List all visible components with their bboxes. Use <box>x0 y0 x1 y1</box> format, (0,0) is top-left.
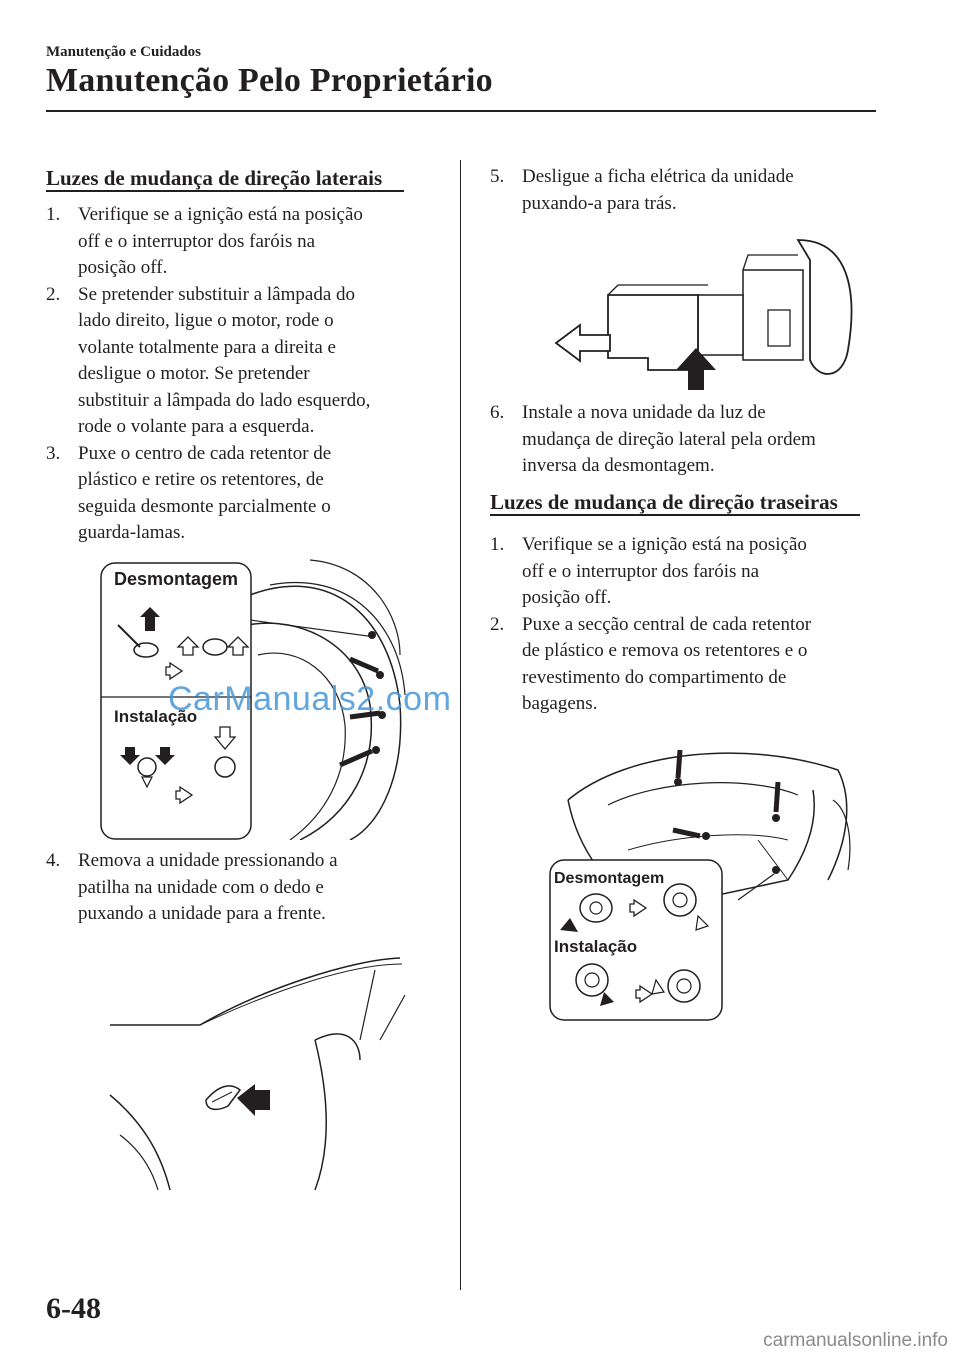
column-divider <box>460 160 461 1290</box>
list-item <box>46 202 446 282</box>
step-number: 4. <box>46 850 61 871</box>
removal-label: Desmontagem <box>114 569 239 589</box>
steps-list-side-3 <box>490 164 890 217</box>
heading-underline <box>46 190 404 192</box>
steps-list-side-1 <box>46 202 446 547</box>
section-heading-side-lights: Luzes de mudança de direção laterais <box>46 166 383 190</box>
title-divider <box>46 110 876 112</box>
page-title: Manutenção Pelo Proprietário <box>46 62 493 99</box>
step-line: Desligue a ficha elétrica da unidade <box>522 166 794 187</box>
step-line: posição off. <box>522 587 612 608</box>
section-label: Manutenção e Cuidados <box>46 44 202 60</box>
heading-underline <box>490 514 860 516</box>
step-line: Verifique se a ignição está na posição <box>522 534 807 555</box>
install-label: Instalação <box>554 937 638 956</box>
step-number: 1. <box>490 534 505 555</box>
step-number: 3. <box>46 442 61 464</box>
step-line: rode o volante para a esquerda. <box>78 416 315 437</box>
step-number: 2. <box>490 613 505 635</box>
step-line: puxando-a para trás. <box>522 192 677 214</box>
step-number: 5. <box>490 166 505 187</box>
install-label: Instalação <box>114 707 198 726</box>
step-line: inversa da desmontagem. <box>522 455 715 476</box>
step-line: puxando a unidade para a frente. <box>78 903 326 924</box>
step-line: lado direito, ligue o motor, rode o <box>78 310 334 331</box>
list-item <box>490 164 890 217</box>
list-item <box>46 441 446 547</box>
step-line: Instale a nova unidade da luz de <box>522 402 766 423</box>
watermark: CarManuals2.com <box>168 680 452 718</box>
step-line: Puxe a secção central de cada retentor <box>522 613 812 635</box>
step-line: off e o interruptor dos faróis na <box>522 560 760 582</box>
car-body-illustration <box>100 950 420 1200</box>
step-line: posição off. <box>78 257 168 278</box>
step-line: Puxe o centro de cada retentor de <box>78 442 332 464</box>
connector-illustration <box>548 230 868 390</box>
steps-list-side-4 <box>490 400 890 480</box>
step-number: 1. <box>46 204 61 225</box>
section-heading-rear-lights: Luzes de mudança de direção traseiras <box>490 490 838 514</box>
step-line: patilha na unidade com o dedo e <box>78 876 324 898</box>
removal-label: Desmontagem <box>554 870 665 887</box>
step-line: seguida desmonte parcialmente o <box>78 495 331 517</box>
figure-unit-removal <box>100 950 420 1200</box>
step-line: plástico e retire os retentores, de <box>78 469 324 490</box>
step-number: 6. <box>490 402 505 423</box>
step-line: bagagens. <box>522 693 598 714</box>
list-item <box>46 282 446 441</box>
step-line: volante totalmente para a direita e <box>78 336 336 358</box>
step-line: desligue o motor. Se pretender <box>78 363 310 384</box>
step-line: off e o interruptor dos faróis na <box>78 230 316 252</box>
step-line: revestimento do compartimento de <box>522 666 787 688</box>
footer-watermark: carmanualsonline.info <box>763 1330 948 1351</box>
step-line: mudança de direção lateral pela ordem <box>522 428 816 450</box>
step-line: substituir a lâmpada do lado esquerdo, <box>78 389 371 411</box>
steps-list-rear <box>490 532 890 718</box>
steps-list-side-2 <box>46 848 446 928</box>
page-number: 6-48 <box>46 1292 101 1325</box>
list-item <box>490 532 890 612</box>
step-line: de plástico e remova os retentores e o <box>522 640 808 661</box>
step-line: Remova a unidade pressionando a <box>78 850 338 871</box>
list-item <box>490 400 890 480</box>
step-line: Verifique se a ignição está na posição <box>78 204 363 225</box>
figure-connector-disconnect <box>548 230 868 390</box>
list-item <box>46 848 446 928</box>
step-number: 2. <box>46 283 61 305</box>
figure-trunk-retainers <box>548 740 868 1025</box>
step-line: guarda-lamas. <box>78 522 186 543</box>
list-item <box>490 612 890 718</box>
step-line: Se pretender substituir a lâmpada do <box>78 283 356 305</box>
